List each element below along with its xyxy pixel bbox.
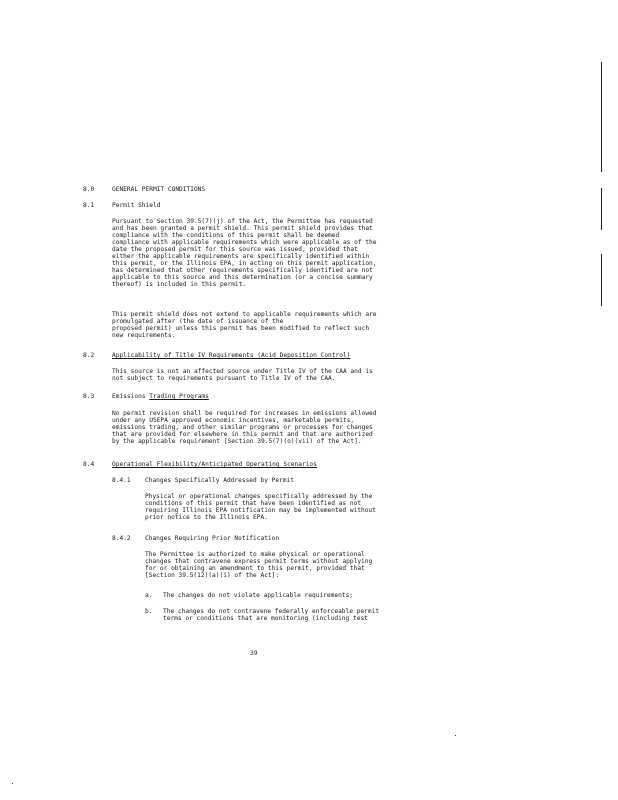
subsection-number: 8.4.2 [112, 535, 131, 542]
paragraph: No permit revision shall be required for increases in emissions allowed under any USEPA approved economic incentives, marketable permits, emissions trading, and other similar programs or processes for changes that are provided for elsewhere in this permit and that are authorized by the applicable requirement [Section 39.5(7)(o)(vii) of the Act]. [112, 410, 377, 445]
list-item: The changes do not violate applicable requirements; [163, 592, 353, 599]
subsection-heading: Changes Specifically Addressed by Permit [145, 477, 295, 484]
section-number: 8.4 [83, 461, 95, 468]
scan-edge-line [601, 62, 602, 172]
section-heading: Operational Flexibility/Anticipated Operating Scenarios [112, 461, 317, 468]
section-heading: Applicability of Title IV Requirements (Acid Deposition Control) [112, 352, 351, 359]
subsection-number: 8.4.1 [112, 477, 131, 484]
page-number: 39 [250, 650, 258, 657]
paragraph: This permit shield does not extend to applicable requirements which are promulgated after (the date of issuance of the proposed permit) unless this permit has been modified to reflect such new requirements. [112, 311, 377, 339]
section-title: GENERAL PERMIT CONDITIONS [112, 186, 206, 193]
section-number: 8.3 [83, 393, 95, 400]
scan-speck [12, 783, 13, 784]
section-number: 8.2 [83, 352, 95, 359]
list-item: The changes do not contravene federally enforceable permit terms or conditions that are monitoring (including test [163, 608, 380, 622]
section-heading [112, 393, 209, 400]
paragraph: The Permittee is authorized to make physical or operational changes that contravene express permit terms without applying for or obtaining an amendment to this permit, provided that [Section 39.5(12)(a)(i) of the Act]: [145, 551, 373, 579]
scan-edge-line [601, 254, 602, 306]
section-heading: Permit Shield [112, 202, 161, 209]
scan-speck [455, 735, 456, 736]
heading-text: Emissions [112, 393, 150, 400]
heading-text-underlined: Trading Programs [149, 393, 209, 400]
list-item-letter: b. [145, 608, 153, 615]
paragraph: Physical or operational changes specifically addressed by the conditions of this permit that have been identified as not requiring Illinois EPA notification may be implemented without prior notice to the Illinois EPA. [145, 493, 376, 521]
section-number: 8.0 [83, 186, 95, 193]
paragraph: This source is not an affected source under Title IV of the CAA and is not subject to requirements pursuant to Title IV of the CAA. [112, 368, 373, 382]
paragraph: Pursuant to Section 39.5(7)(j) of the Act, the Permittee has requested and has been granted a permit shield. This permit shield provides that compliance with the conditions of this permit shall be deemed compliance with applicable requirements which were applicable as of the date the proposed permit for this source was issued, provided that either the applicable requirements are specifically identified within this permit, or the Illinois EPA, in acting on this permit application, has determined that other requirements specifically identified are not applicable to this source and this determination (or a concise summary thereof) is included in this permit. [112, 218, 377, 288]
section-number: 8.1 [83, 202, 95, 209]
scan-edge-line [601, 188, 602, 230]
subsection-heading: Changes Requiring Prior Notification [145, 535, 280, 542]
list-item-letter: a. [145, 592, 153, 599]
